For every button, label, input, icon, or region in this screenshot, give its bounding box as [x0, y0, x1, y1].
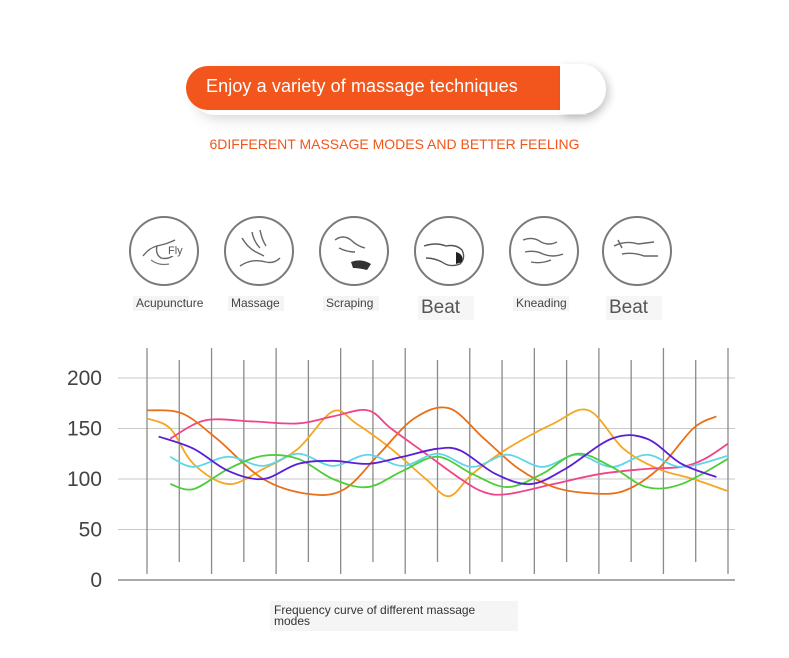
- mode-label-beat-2: Beat: [606, 296, 662, 320]
- tapping-hand-icon: [602, 216, 672, 286]
- mode-label-beat: Beat: [418, 296, 474, 320]
- y-tick-label: 100: [66, 468, 102, 491]
- fist-beat-icon: [414, 216, 484, 286]
- series-line-2: [170, 410, 728, 495]
- y-tick-label: 150: [66, 417, 102, 441]
- page-title: Enjoy a variety of massage techniques: [206, 76, 518, 96]
- scraping-hand-icon: [319, 216, 389, 286]
- acupuncture-hand-icon: [129, 216, 199, 286]
- massage-hands-icon: [224, 216, 294, 286]
- y-tick-label: 200: [66, 367, 102, 390]
- chart-y-ticks: [67, 367, 102, 590]
- chart-grid: [118, 348, 735, 580]
- mode-icon-caption: Fly: [168, 245, 183, 257]
- y-tick-label: 50: [78, 518, 102, 542]
- header-banner-tail: [560, 64, 606, 114]
- y-tick-label: 0: [90, 569, 102, 590]
- page-subtitle: 6DIFFERENT MASSAGE MODES AND BETTER FEELING: [209, 136, 580, 152]
- mode-label-acupuncture: Acupuncture: [133, 296, 189, 311]
- mode-label-massage: Massage: [228, 296, 284, 311]
- chart-caption: Frequency curve of different massage modes: [270, 601, 518, 631]
- mode-label-scraping: Scraping: [323, 296, 379, 311]
- frequency-chart: [0, 340, 789, 590]
- mode-label-kneading: Kneading: [513, 296, 569, 311]
- kneading-hand-icon: [509, 216, 579, 286]
